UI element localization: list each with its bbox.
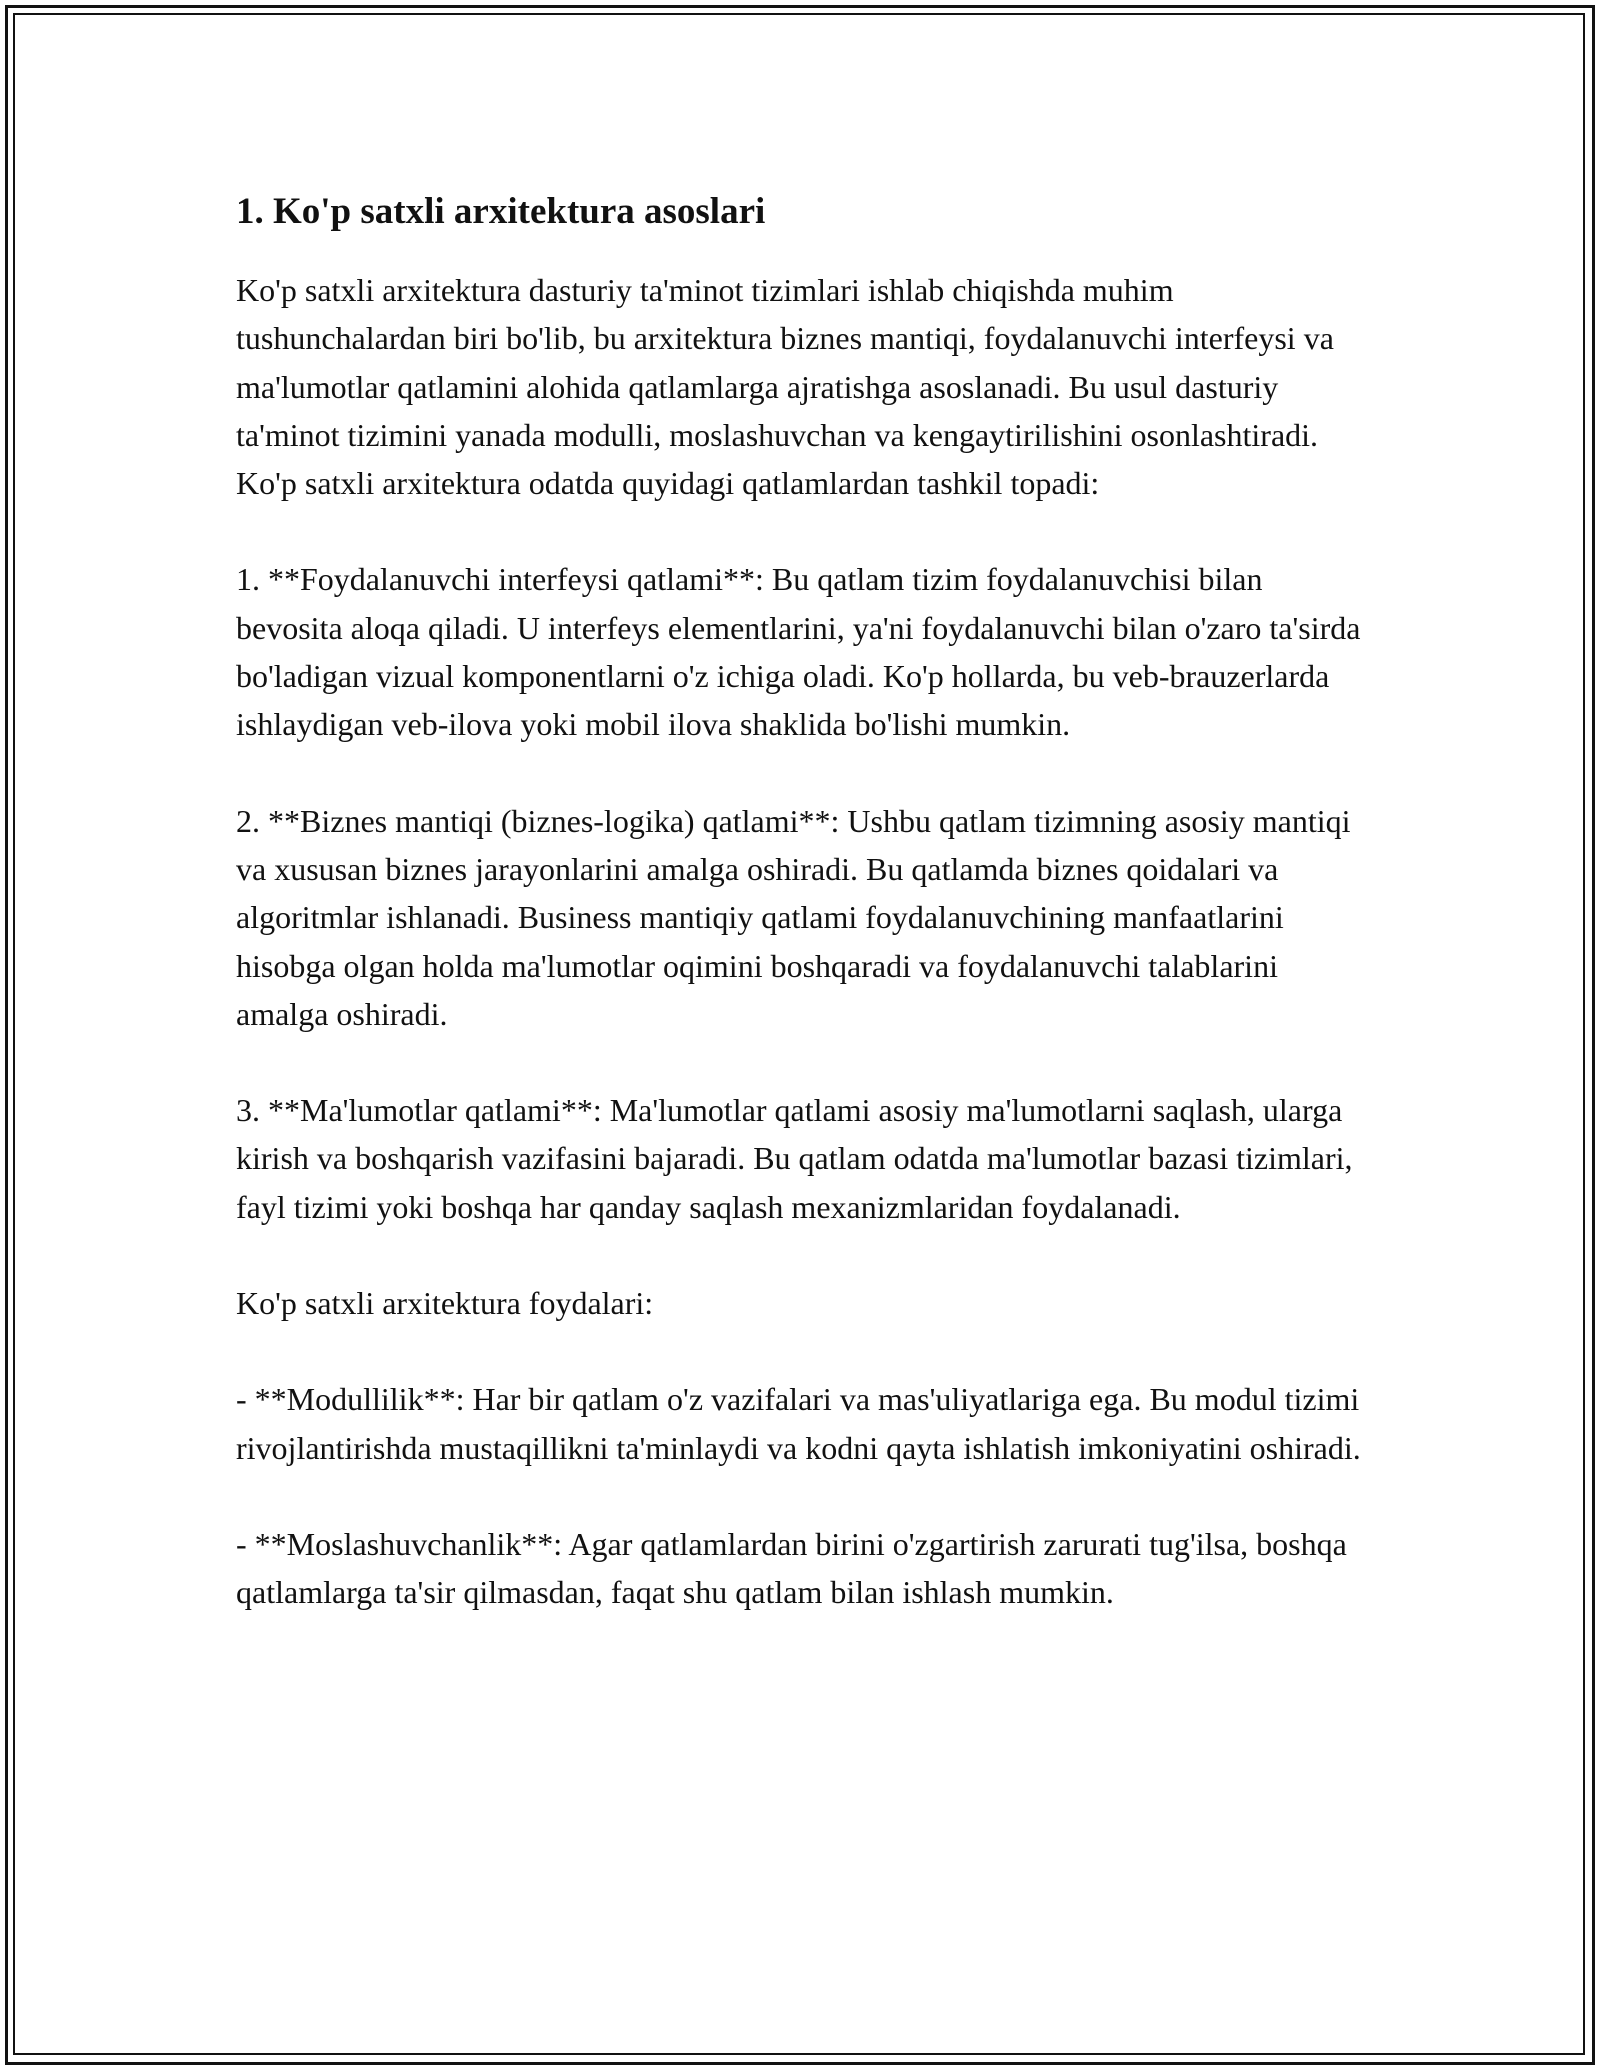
layer-business-paragraph: 2. **Biznes mantiqi (biznes-logika) qatlami**: Ushbu qatlam tizimning asosiy mantiqi va xususan biznes jarayonlarini amalga oshiradi. Bu qatlamda biznes qoidalari va algoritmlar ishlanadi. Business mantiqiy qatlami foydalanuvchining manfaatlarini hisobga olgan holda ma'lumotlar oqimini boshqaradi va foydalanuvchi talablarini amalga oshiradi.	[236, 802, 1351, 1032]
document-body	[236, 186, 1376, 1665]
layer-ui-paragraph: 1. **Foydalanuvchi interfeysi qatlami**: Bu qatlam tizim foydalanuvchisi bilan bevosita aloqa qiladi. U interfeys elementlarini, ya'ni foydalanuvchi bilan o'zaro ta'sirda bo'ladigan vizual komponentlarni o'z ichiga oladi. Ko'p hollarda, bu veb-brauzerlarda ishlaydigan veb-ilova yoki mobil ilova shaklida bo'lishi mumkin.	[236, 561, 1361, 743]
benefit-flexibility-paragraph: - **Moslashuvchanlik**: Agar qatlamlardan birini o'zgartirish zarurati tug'ilsa, boshqa qatlamlarga ta'sir qilmasdan, faqat shu qatlam bilan ishlash mumkin.	[236, 1525, 1347, 1611]
intro-paragraph: Ko'p satxli arxitektura dasturiy ta'minot tizimlari ishlab chiqishda muhim tushunchalardan biri bo'lib, bu arxitektura biznes mantiqi, foydalanuvchi interfeysi va ma'lumotlar qatlamini alohida qatlamlarga ajratishga asoslanadi. Bu usul dasturiy ta'minot tizimini yanada modulli, moslashuvchan va kengaytirilishini osonlashtiradi. Ko'p satxli arxitektura odatda quyidagi qatlamlardan tashkil topadi:	[236, 272, 1334, 502]
benefits-title-paragraph: Ko'p satxli arxitektura foydalari:	[236, 1285, 654, 1322]
section-heading: 1. Ko'p satxli arxitektura asoslari	[236, 191, 766, 232]
benefit-modularity-paragraph: - **Modullilik**: Har bir qatlam o'z vazifalari va mas'uliyatlariga ega. Bu modul tizimi rivojlantirishda mustaqillikni ta'minlaydi va kodni qayta ishlatish imkoniyatini oshiradi.	[236, 1381, 1361, 1466]
layer-data-paragraph: 3. **Ma'lumotlar qatlami**: Ma'lumotlar qatlami asosiy ma'lumotlarni saqlash, ularga kirish va boshqarish vazifasini bajaradi. Bu qatlam odatda ma'lumotlar bazasi tizimlari, fayl tizimi yoki boshqa har qanday saqlash mexanizmlaridan foydalanadi.	[236, 1092, 1353, 1225]
